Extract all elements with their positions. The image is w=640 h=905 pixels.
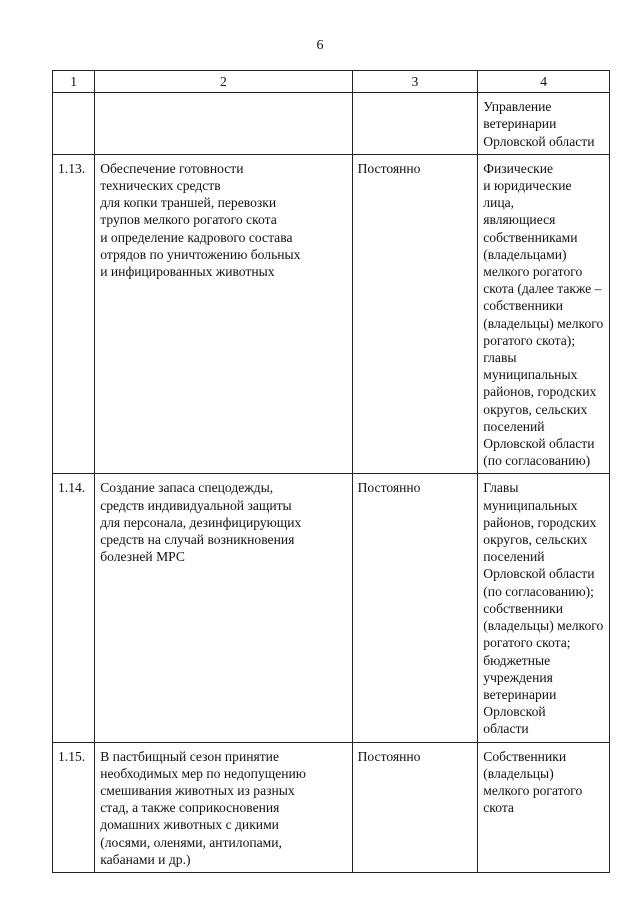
executor-cell: Физические и юридические лица, являющиеся собственниками (владельцами) мелкого рогатого скота (далее также – собственники (владельцы) мелкого рогатого скота); главы муниципальных районов, городских округов, сельских поселений Орловской области (по согласованию) — [478, 154, 610, 474]
table-row — [53, 93, 610, 155]
executor-cell: Собственники (владельцы) мелкого рогатого скота — [478, 742, 610, 872]
activity-cell: Обеспечение готовности технических средств для копки траншей, перевозки трупов мелкого рогатого скота и определение кадрового состава отрядов по уничтожению больных и инфицированных животных — [95, 154, 352, 474]
term-cell: Постоянно — [352, 742, 478, 872]
term-cell — [352, 93, 478, 155]
term-cell: Постоянно — [352, 474, 478, 742]
term-cell: Постоянно — [352, 154, 478, 474]
table-header-row — [53, 71, 610, 93]
table-row — [53, 742, 610, 872]
activity-cell: В пастбищный сезон принятие необходимых мер по недопущению смешивания животных из разных стад, а также соприкосновения домашних животных с дикими (лосями, оленями, антилопами, кабанами и др.) — [95, 742, 352, 872]
column-header-3: 3 — [352, 71, 478, 93]
executor-cell: Управление ветеринарии Орловской области — [478, 93, 610, 155]
table-row — [53, 474, 610, 742]
activity-cell — [95, 93, 352, 155]
page-number: 6 — [316, 38, 324, 53]
table-row — [53, 154, 610, 474]
item-number-cell — [53, 93, 95, 155]
item-number-cell: 1.13. — [53, 154, 95, 474]
column-header-2: 2 — [95, 71, 352, 93]
item-number-cell: 1.15. — [53, 742, 95, 872]
measures-table — [52, 70, 610, 873]
activity-cell: Создание запаса спецодежды, средств индивидуальной защиты для персонала, дезинфицирующих средств на случай возникновения болезней МРС — [95, 474, 352, 742]
executor-cell: Главы муниципальных районов, городских округов, сельских поселений Орловской области (по согласованию); собственники (владельцы) мелкого рогатого скота; бюджетные учреждения ветеринарии Орловской области — [478, 474, 610, 742]
item-number-cell: 1.14. — [53, 474, 95, 742]
column-header-1: 1 — [53, 71, 95, 93]
column-header-4: 4 — [478, 71, 610, 93]
